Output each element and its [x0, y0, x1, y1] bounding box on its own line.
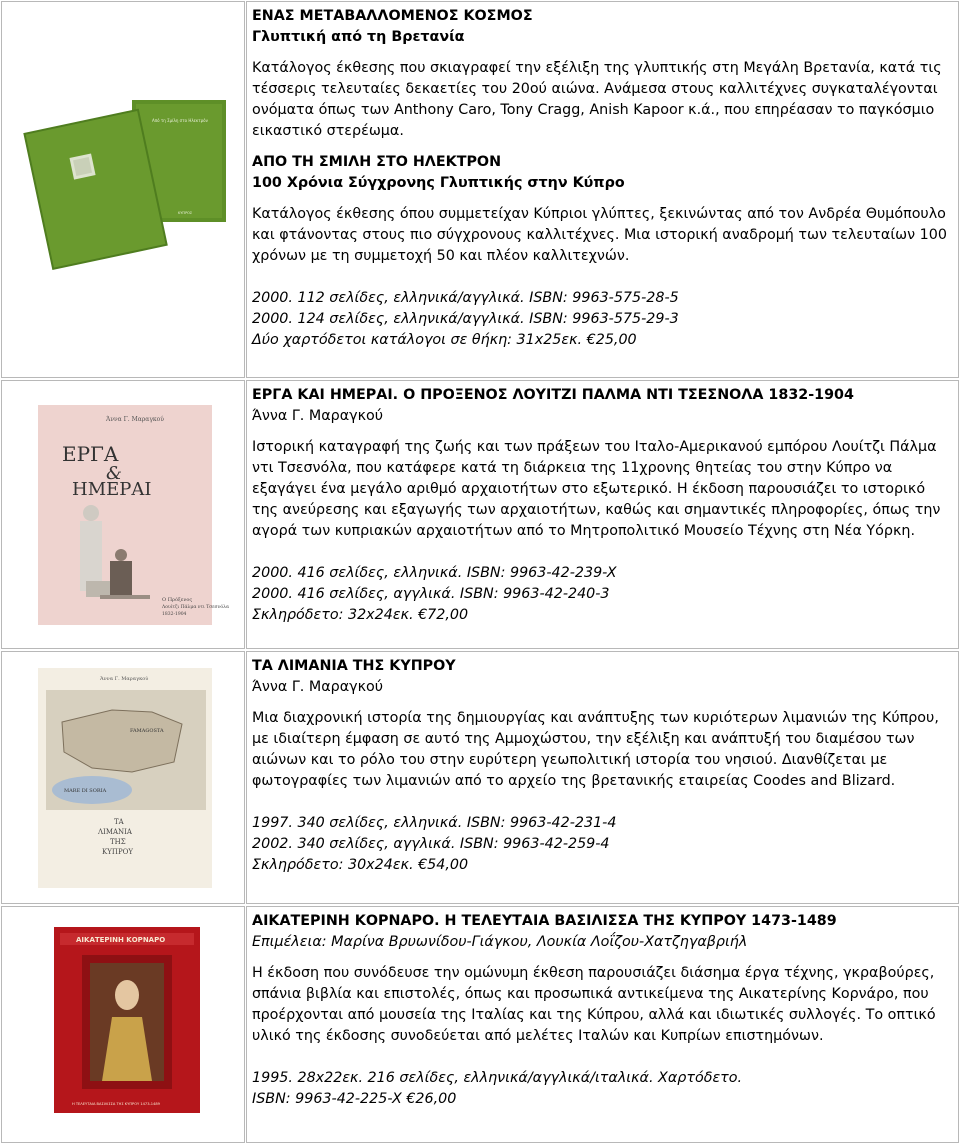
meta-line: 1995. 28x22εκ. 216 σελίδες, ελληνικά/αγγλικά/ιταλικά. Χαρτόδετο. [252, 1070, 743, 1086]
meta-line: 2000. 416 σελίδες, ελληνικά. ISBN: 9963-42-239-X [252, 565, 617, 581]
cover-sea-label: MARE DI SORIA [64, 788, 107, 794]
book-catalog [1, 1, 959, 1144]
cover-caption-3: 1832-1904 [162, 612, 187, 617]
book-description: Η έκδοση που συνόδευσε την ομώνυμη έκθεση παρουσιάζει διάσημα έργα τέχνης, γκραβούρες, σπάνια βιβλία και επιστολές, όπως και προσωπικά αντικείμενα της Αικατερίνης Κορνάρο, που προέρχονται από μουσεία της Ιταλίας και της Κύπρου, αλλά και ιδιωτικές συλλογές. Το οπτικό υλικό της έκδοσης συνοδεύεται από μελέτες Ιταλών και Κυπρίων επιστημόνων. [252, 965, 936, 1044]
book-meta [252, 563, 952, 626]
book-meta [252, 1068, 952, 1110]
book-title: ΤΑ ΛΙΜΑΝΙΑ ΤΗΣ ΚΥΠΡΟΥ [252, 658, 456, 674]
meta-line: Σκληρόδετο: 32x24εκ. €72,00 [252, 607, 469, 623]
book-meta [252, 288, 952, 351]
cover-footer: Η ΤΕΛΕΥΤΑΙΑ ΒΑΣΙΛΙΣΣΑ ΤΗΣ ΚΥΠΡΟΥ 1473-1489 [72, 1102, 160, 1106]
book-title: ΕΝΑΣ ΜΕΤΑΒΑΛΛΟΜΕΝΟΣ ΚΟΣΜΟΣ [252, 8, 533, 24]
book-cover-cell [1, 651, 245, 904]
meta-line: Δύο χαρτόδετοι κατάλογοι σε θήκη: 31x25εκ. €25,00 [252, 332, 637, 348]
meta-line: 2000. 416 σελίδες, αγγλικά. ISBN: 9963-42-240-3 [252, 586, 610, 602]
cover-author: Άννα Γ. Μαραγκού [106, 416, 164, 423]
book-row-3 [1, 651, 959, 904]
erga-kai-imerai-cover [2, 381, 245, 649]
book-title: ΑΙΚΑΤΕΡΙΝΗ ΚΟΡΝΑΡΟ. Η ΤΕΛΕΥΤΑΙΑ ΒΑΣΙΛΙΣΣΑ ΤΗΣ ΚΥΠΡΟΥ 1473-1489 [252, 913, 837, 929]
book-author: Άννα Γ. Μαραγκού [252, 679, 384, 695]
book-subtitle: Γλυπτική από τη Βρετανία [252, 29, 465, 45]
book-cover-cell [1, 380, 245, 649]
kornaro-cover [2, 907, 245, 1143]
cover-title-ta: ΤΑ [114, 818, 124, 826]
book-cover-cell [1, 1, 245, 378]
meta-line: 2000. 124 σελίδες, ελληνικά/αγγλικά. ISBN: 9963-575-29-3 [252, 311, 679, 327]
book-description-2: Κατάλογος έκθεσης όπου συμμετείχαν Κύπριοι γλύπτες, ξεκινώντας από τον Ανδρέα Θυμόπουλο και φτάνοντας στους πιο σύγχρονους καλλιτέχνες. Μια ιστορική αναδρομή των τελευταίων 100 χρόνων με τη συμμετοχή 50 και πλέον καλλιτεχνών. [252, 206, 947, 264]
meta-line: ISBN: 9963-42-225-X €26,00 [252, 1091, 457, 1107]
book-subtitle-2: 100 Χρόνια Σύγχρονης Γλυπτικής στην Κύπρο [252, 175, 625, 191]
meta-line: Σκληρόδετο: 30x24εκ. €54,00 [252, 857, 469, 873]
book-description-cell [246, 380, 959, 649]
svg-text:Από τη Σμίλη στο Ηλεκτρόν: Από τη Σμίλη στο Ηλεκτρόν [152, 118, 208, 123]
meta-line: 2000. 112 σελίδες, ελληνικά/αγγλικά. ISBN: 9963-575-28-5 [252, 290, 679, 306]
book-meta [252, 813, 952, 876]
book-author: Άννα Γ. Μαραγκού [252, 408, 384, 424]
svg-text:ΚΥΠΡΟΣ: ΚΥΠΡΟΣ [178, 211, 193, 215]
cover-title: ΑΙΚΑΤΕΡΙΝΗ ΚΟΡΝΑΡΟ [76, 936, 166, 944]
book-title: ΕΡΓΑ ΚΑΙ ΗΜΕΡΑΙ. Ο ΠΡΟΞΕΝΟΣ ΛΟΥΙΤΖΙ ΠΑΛΜΑ ΝΤΙ ΤΣΕΣΝΟΛΑ 1832-1904 [252, 387, 854, 403]
book-description-cell [246, 906, 959, 1143]
meta-line: 1997. 340 σελίδες, ελληνικά. ISBN: 9963-42-231-4 [252, 815, 617, 831]
book-row-1 [1, 1, 959, 378]
book-row-2 [1, 380, 959, 649]
cover-caption-1: Ο Πρόξενος [162, 597, 193, 603]
cover-title-tis: ΤΗΣ [110, 838, 126, 846]
sculpture-catalogues-cover [2, 2, 245, 378]
cover-title-imerai: ΗΜΕΡΑΙ [72, 479, 152, 500]
limania-cover [2, 652, 245, 904]
book-description-cell [246, 1, 959, 378]
cover-author: Άννα Γ. Μαραγκού [100, 676, 149, 682]
meta-line: 2002. 340 σελίδες, αγγλικά. ISBN: 9963-42-259-4 [252, 836, 610, 852]
book-title-2: ΑΠΟ ΤΗ ΣΜΙΛΗ ΣΤΟ ΗΛΕΚΤΡΟΝ [252, 154, 502, 170]
cover-caption-2: Λουίτζι Πάλμα ντι Τσεσνόλα [162, 605, 230, 610]
book-row-4 [1, 906, 959, 1143]
book-description: Μια διαχρονική ιστορία της δημιουργίας και ανάπτυξης των κυριότερων λιμανιών της Κύπρου, με ιδιαίτερη έμφαση σε αυτό της Αμμοχώστου, την εξέλιξη και ανάπτυξή του διαμέσου των αιώνων και το ρόλο του στην ευρύτερη γεωπολιτική ιστορία του νησιού. Διανθίζεται με φωτογραφίες των λιμανιών από το αρχείο της βρετανικής εταιρείας Coodes and Blizard. [252, 710, 939, 789]
book-description: Ιστορική καταγραφή της ζωής και των πράξεων του Ιταλο-Αμερικανού εμπόρου Λουίτζι Πάλμα ντι Τσεσνόλα, που κατάφερε κατά τη διάρκεια της 11χρονης θητείας του στην Κύπρο να εξαγάγει ένα μεγάλο αριθμό αρχαιοτήτων στο εξωτερικό. Η έκδοση παρουσιάζει το ιστορικό της ανεύρεσης και εξαγωγής των αρχαιοτήτων, καθώς και σημαντικές πληροφορίες, όπως την αγορά των κυπριακών αρχαιοτήτων από το Μητροπολιτικό Μουσείο Τέχνης στη Νέα Υόρκη. [252, 439, 941, 539]
book-cover-cell [1, 906, 245, 1143]
cover-title-erga: ΕΡΓΑ [62, 442, 119, 466]
book-description: Κατάλογος έκθεσης που σκιαγραφεί την εξέλιξη της γλυπτικής στη Μεγάλη Βρετανία, κατά τις τέσσερις τελευταίες δεκαετίες του 20ού αιώνα. Ανάμεσα στους καλλιτέχνες συγκαταλέγονται ονόματα όπως των Anthony Caro, Tony Cragg, Anish Kapoor κ.ά., που επηρέασαν το παγκόσμιο εικαστικό στερέωμα. [252, 60, 942, 139]
cover-title-kyprou: ΚΥΠΡΟΥ [102, 848, 134, 856]
cover-map-label: FAMAGOSTA [130, 728, 164, 734]
cover-title-limania: ΛΙΜΑΝΙΑ [98, 828, 132, 836]
book-description-cell [246, 651, 959, 904]
book-editors: Επιμέλεια: Μαρίνα Βρυωνίδου-Γιάγκου, Λουκία Λοΐζου-Χατζηγαβριήλ [252, 934, 748, 950]
cover-amp: & [106, 463, 123, 484]
